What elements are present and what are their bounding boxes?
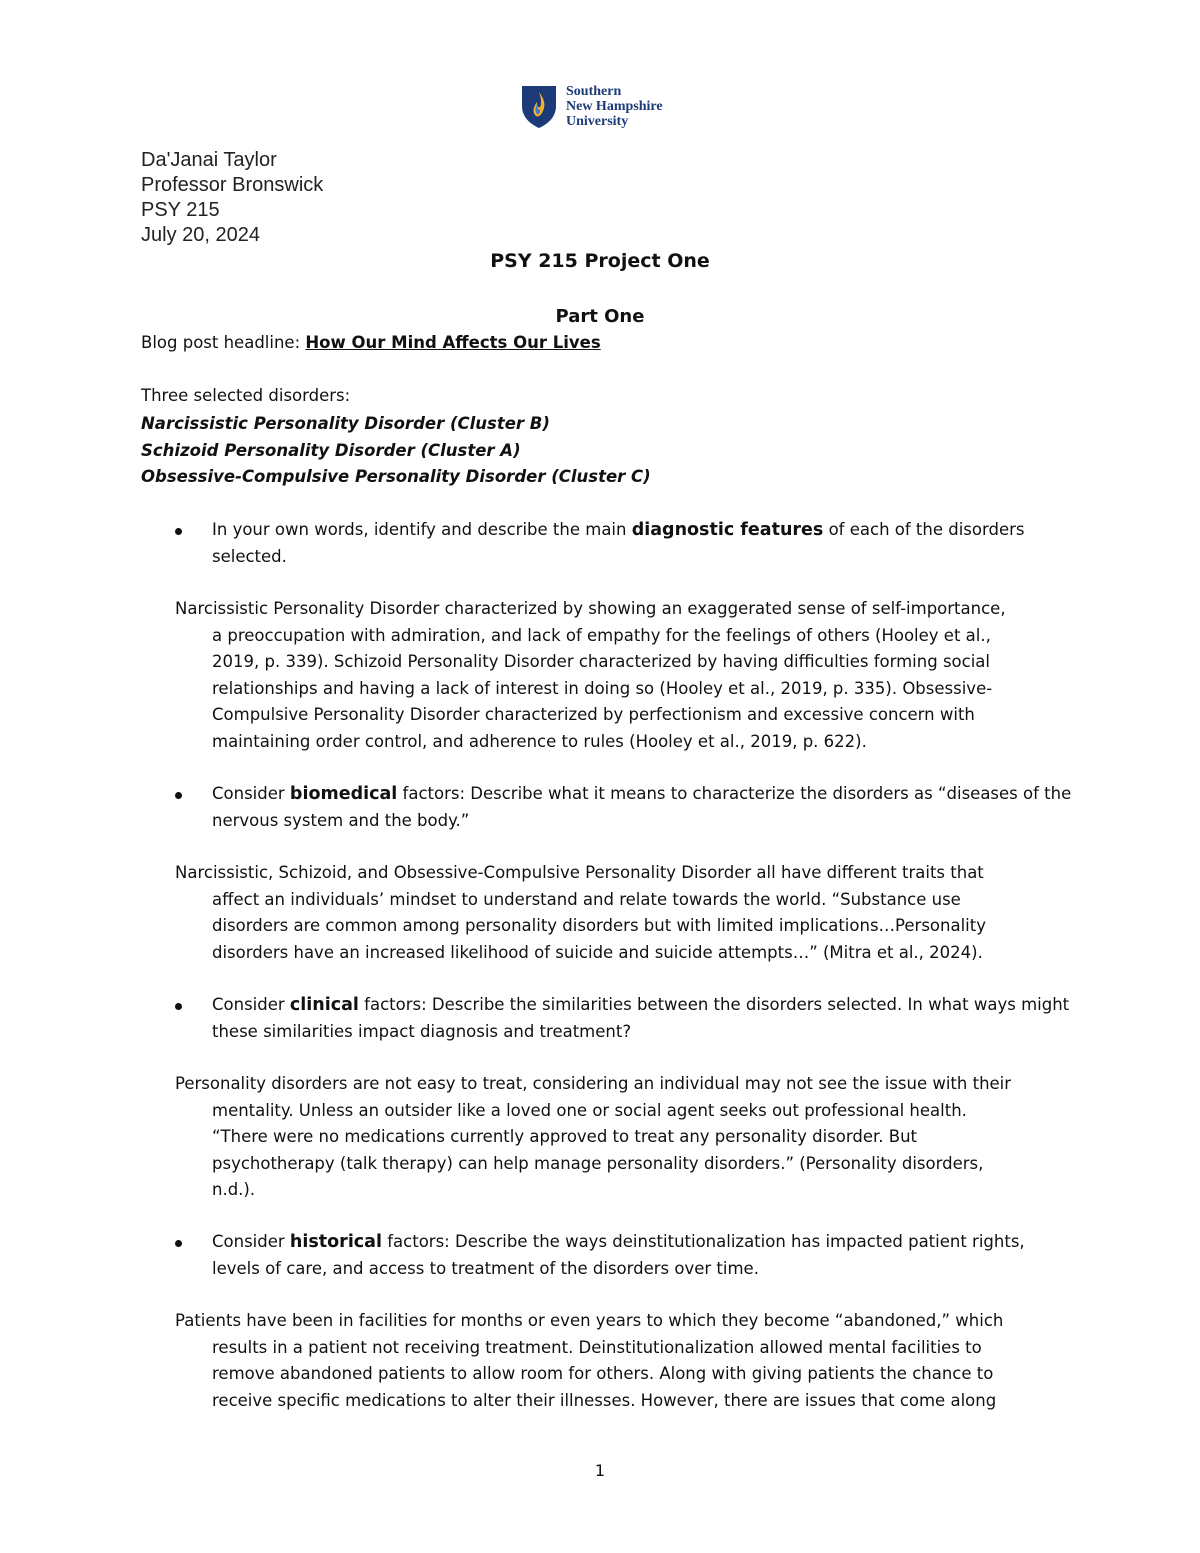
prompt-biomedical [175,781,1075,834]
answer-line: a preoccupation with admiration, and lack of empathy for the feelings of others (Hooley et al., [212,625,991,645]
prompt-diagnostic [175,517,1075,570]
snhu-logo [520,84,690,134]
prompt-keyword: clinical [289,995,359,1015]
page-number: 1 [594,1461,606,1480]
prompt-keyword: biomedical [289,784,398,804]
bullet-icon [175,792,182,799]
bullet-icon [175,1240,182,1247]
bullet-icon [175,528,182,535]
answer-biomedical [175,860,1055,966]
course-code: PSY 215 [141,199,220,221]
answer-line: Patients have been in facilities for months or even years to which they become “abandoned,” which [175,1311,1004,1330]
answer-line: Narcissistic, Schizoid, and Obsessive-Compulsive Personality Disorder all have different traits that [175,863,984,882]
student-name: Da'Janai Taylor [141,149,277,171]
answer-line: Personality disorders are not easy to treat, considering an individual may not see the issue with their [175,1074,1012,1093]
answer-line: results in a patient not receiving treatment. Deinstitutionalization allowed mental facilities to [212,1337,982,1357]
answer-line: affect an individuals’ mindset to understand and relate towards the world. “Substance use [212,889,961,909]
part-title: Part One [555,306,645,327]
disorder-list [141,411,651,491]
answer-historical [175,1308,1055,1414]
prompt-text: Consider clinical factors: Describe the similarities between the disorders selected. In what ways might these similarities impact diagnosis and treatment? [212,995,1070,1041]
bullet-icon [175,1003,182,1010]
answer-line: remove abandoned patients to allow room for others. Along with giving patients the chance to [212,1364,994,1383]
prompt-text: Consider biomedical factors: Describe what it means to characterize the disorders as “diseases of the nervous system and the body.” [212,784,1072,830]
disorder-item: Schizoid Personality Disorder (Cluster A) [141,440,521,460]
headline-label: Blog post headline: [141,333,306,352]
prompt-historical [175,1229,1075,1282]
prompt-clinical [175,992,1075,1045]
answer-line: disorders have an increased likelihood of suicide and suicide attempts…” (Mitra et al., 2024). [212,942,983,962]
prompt-keyword: diagnostic features [631,520,824,540]
professor-name: Professor Bronswick [141,174,324,196]
disorder-item: Obsessive-Compulsive Personality Disorder (Cluster C) [141,467,651,486]
answer-line: 2019, p. 339). Schizoid Personality Disorder characterized by having difficulties forming social [212,652,990,671]
answer-line: Narcissistic Personality Disorder characterized by showing an exaggerated sense of self-importance, [175,599,1006,618]
answer-clinical [175,1071,1055,1204]
answer-line: maintaining order control, and adherence to rules (Hooley et al., 2019, p. 622). [212,731,867,751]
logo-line-2: New Hampshire [566,99,663,114]
answer-line: psychotherapy (talk therapy) can help manage personality disorders.” (Personality disorders, [212,1153,984,1173]
answer-line: disorders are common among personality disorders but with limited implications…Personality [212,916,987,935]
logo-line-1: Southern [566,84,622,99]
answer-diagnostic [175,596,1055,755]
answer-line: n.d.). [212,1180,256,1199]
shield-flame-icon [520,84,558,130]
disorder-item: Narcissistic Personality Disorder (Cluster B) [141,414,550,433]
headline-value: How Our Mind Affects Our Lives [305,333,601,352]
answer-line: Compulsive Personality Disorder characterized by perfectionism and excessive concern with [212,705,975,724]
answer-line: receive specific medications to alter their illnesses. However, there are issues that come along [212,1390,997,1410]
prompt-keyword: historical [289,1232,382,1252]
prompt-text: In your own words, identify and describe the main diagnostic features of each of the disorders selected. [212,520,1025,566]
prompt-text: Consider historical factors: Describe the ways deinstitutionalization has impacted patient rights, levels of care, and access to treatment of the disorders over time. [212,1232,1025,1278]
answer-line: “There were no medications currently approved to treat any personality disorder. But [212,1127,917,1146]
answer-line: mentality. Unless an outsider like a loved one or social agent seeks out professional health. [212,1100,967,1120]
blog-headline [141,333,601,352]
answer-line: relationships and having a lack of interest in doing so (Hooley et al., 2019, p. 335). Obsessive- [212,678,993,698]
logo-wordmark [566,84,663,129]
document-date: July 20, 2024 [141,224,260,246]
disorders-label: Three selected disorders: [141,386,351,405]
logo-line-3: University [566,114,629,129]
header-block [141,148,323,248]
document-title: PSY 215 Project One [490,250,710,272]
